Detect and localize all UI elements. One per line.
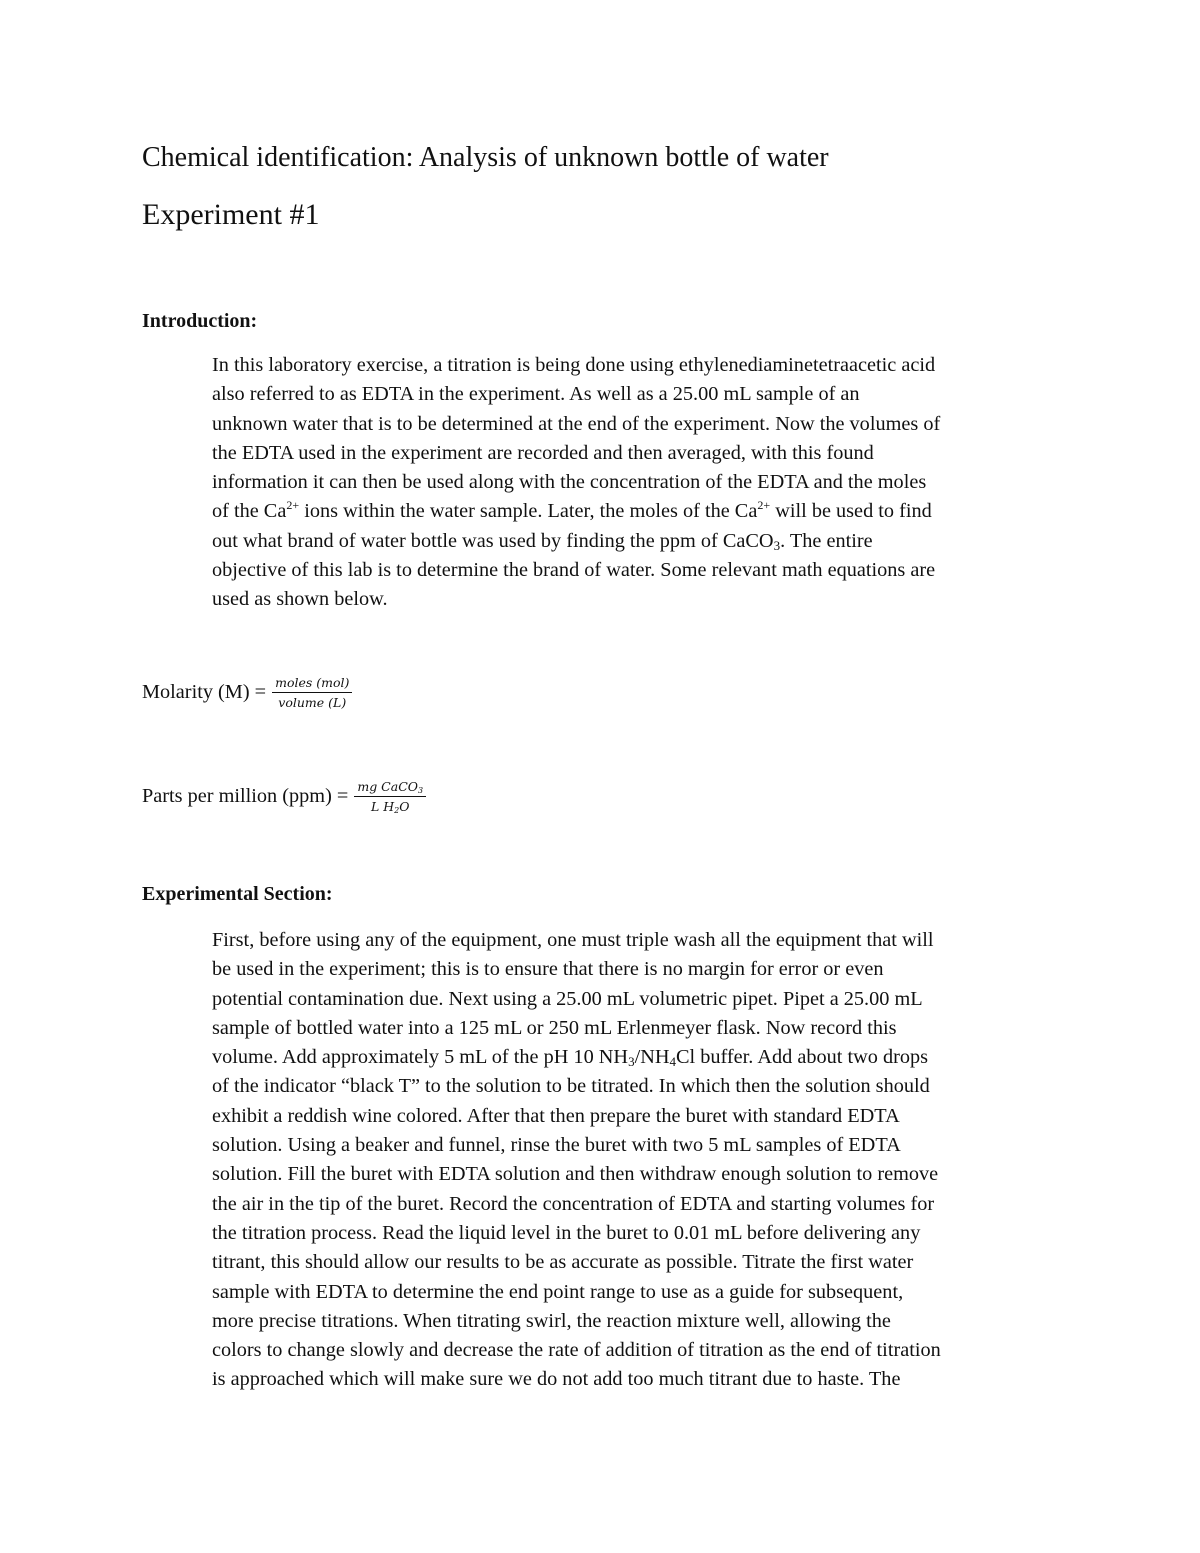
document-title: Chemical identification: Analysis of unknown bottle of water [142, 142, 829, 173]
experimental-heading: Experimental Section: [142, 883, 333, 905]
text-run: of the Ca [212, 500, 287, 523]
paragraph-line: the EDTA used in the experiment are recorded and then averaged, with this found [212, 441, 874, 464]
paragraph-line: solution. Using a beaker and funnel, rinse the buret with two 5 mL samples of EDTA [212, 1134, 901, 1157]
paragraph-line: objective of this lab is to determine the brand of water. Some relevant math equations are [212, 559, 936, 582]
equation-label: Parts per million (ppm) = [142, 785, 349, 807]
text-run: volume. Add approximately 5 mL of the pH 10 NH [212, 1046, 629, 1069]
equation-label: Molarity (M) = [142, 681, 267, 703]
text-run: . The entire [780, 529, 873, 552]
paragraph-line: unknown water that is to be determined at the end of the experiment. Now the volumes of [212, 412, 941, 435]
paragraph-line [212, 1043, 1067, 1072]
fraction-denominator [368, 797, 413, 814]
superscript: 2+ [757, 498, 771, 513]
subscript: 4 [669, 1054, 677, 1070]
paragraph-line: potential contamination due. Next using a 25.00 mL volumetric pipet. Pipet a 25.00 mL [212, 987, 923, 1010]
text-run: mg CaCO [357, 779, 419, 794]
paragraph-line: used as shown below. [212, 588, 388, 611]
fraction-numerator: moles (mol) [272, 675, 352, 693]
ppm-equation [142, 779, 426, 814]
text-run: ions within the water sample. Later, the moles of the Ca [299, 500, 758, 523]
paragraph-line [212, 527, 1067, 556]
paragraph-line: titrant, this should allow our results to be as accurate as possible. Titrate the first water [212, 1251, 914, 1274]
subscript: 3 [628, 1054, 635, 1070]
paragraph-line: information it can then be used along with the concentration of the EDTA and the moles [212, 471, 927, 494]
fraction [354, 779, 426, 814]
paragraph-line: also referred to as EDTA in the experiment. As well as a 25.00 mL sample of an [212, 383, 860, 406]
paragraph-line: sample of bottled water into a 125 mL or 250 mL Erlenmeyer flask. Now record this [212, 1016, 897, 1039]
superscript: 2+ [286, 498, 300, 513]
fraction [272, 675, 352, 710]
fraction-numerator [354, 779, 426, 797]
paragraph-line: solution. Fill the buret with EDTA solution and then withdraw enough solution to remove [212, 1163, 939, 1186]
text-run: O [399, 799, 410, 814]
fraction-denominator: volume (L) [278, 695, 347, 710]
paragraph-line: sample with EDTA to determine the end point range to use as a guide for subsequent, [212, 1280, 904, 1303]
text-run: out what brand of water bottle was used by finding the ppm of CaCO [212, 529, 774, 552]
paragraph-line: of the indicator “black T” to the solution to be titrated. In which then the solution should [212, 1075, 930, 1098]
text-run: will be used to find [770, 500, 932, 523]
molarity-equation [142, 675, 352, 710]
paragraph-line: more precise titrations. When titrating swirl, the reaction mixture well, allowing the [212, 1309, 891, 1332]
subscript: 3 [773, 537, 781, 553]
experimental-paragraph [212, 926, 1067, 1395]
paragraph-line: exhibit a reddish wine colored. After that then prepare the buret with standard EDTA [212, 1104, 900, 1127]
text-run: L H [370, 799, 395, 814]
document-subtitle: Experiment #1 [142, 198, 320, 231]
introduction-heading: Introduction: [142, 310, 258, 332]
paragraph-line: is approached which will make sure we do not add too much titrant due to haste. The [212, 1368, 901, 1391]
paragraph-line: colors to change slowly and decrease the rate of addition of titration as the end of titration [212, 1339, 941, 1362]
text-run: /NH [634, 1046, 670, 1069]
paragraph-line: the titration process. Read the liquid level in the buret to 0.01 mL before delivering any [212, 1221, 921, 1244]
paragraph-line: the air in the tip of the buret. Record the concentration of EDTA and starting volumes for [212, 1192, 935, 1215]
paragraph-line: be used in the experiment; this is to ensure that there is no margin for error or even [212, 958, 884, 981]
paragraph-line: First, before using any of the equipment, one must triple wash all the equipment that will [212, 929, 934, 951]
introduction-paragraph [212, 351, 1067, 615]
text-run: Cl buffer. Add about two drops [676, 1046, 929, 1069]
paragraph-line: In this laboratory exercise, a titration is being done using ethylenediaminetetraacetic acid [212, 354, 936, 376]
subscript: 2 [394, 806, 400, 815]
paragraph-line [212, 497, 1067, 526]
subscript: 3 [418, 786, 424, 795]
